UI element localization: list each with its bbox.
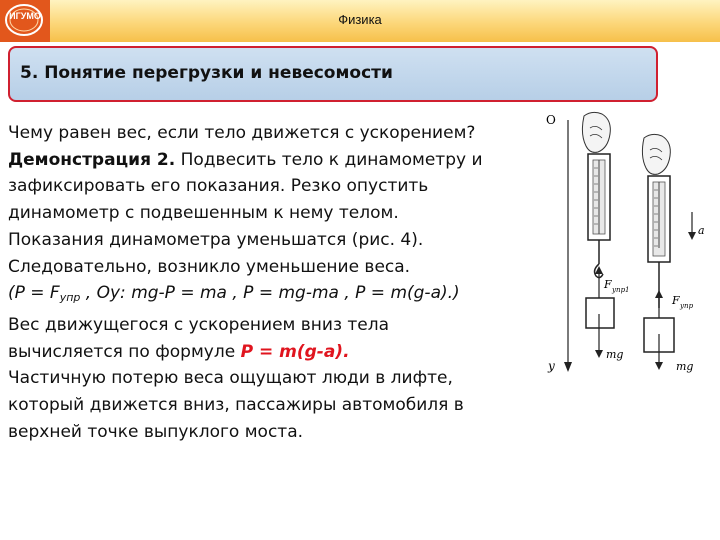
force-arrow-2-head-icon — [655, 290, 663, 298]
header-bar — [0, 0, 720, 42]
subject-title: Физика — [338, 12, 382, 27]
body-line: Частичную потерю веса ощущают люди в лифте, — [8, 368, 453, 389]
formula-part: , Oy: mg-P = ma , P = mg-ma , P = m(g-a).) — [80, 283, 460, 304]
accel-arrow-head-icon — [688, 232, 696, 240]
left-hand-icon — [582, 112, 610, 152]
weight1-label: mg — [606, 348, 624, 361]
body-line: Показания динамометра уменьшатся (рис. 4). — [8, 229, 424, 250]
body-block-left — [586, 298, 614, 328]
formula-part: (P = F — [8, 283, 60, 304]
force1-sub: упр1 — [612, 286, 630, 294]
dynamometer-figure — [540, 108, 715, 378]
weight-arrow-2-head-icon — [655, 362, 663, 370]
formula-subscript: упр — [59, 291, 81, 305]
force2-label: F — [672, 294, 680, 307]
body-line: который движется вниз, пассажиры автомобиля в — [8, 395, 464, 416]
logo-text: ИГУМО — [9, 11, 41, 21]
body-line-text: вычисляется по формуле — [8, 341, 241, 362]
body-line: динамометр с подвешенным к нему телом. — [8, 203, 399, 224]
weight2-label: mg — [676, 360, 694, 373]
body-line: Следовательно, возникло уменьшение веса. — [8, 256, 411, 277]
dynamometer-left — [588, 154, 610, 278]
axis-arrow-icon — [564, 362, 572, 372]
slide-title: 5. Понятие перегрузки и невесомости — [20, 63, 393, 83]
dynamometer-right — [648, 176, 670, 308]
formula-line — [8, 280, 548, 312]
force2-sub: упр — [680, 302, 694, 310]
accel-label: a — [698, 224, 705, 237]
body-line — [8, 339, 548, 366]
body-line: Вес движущегося с ускорением вниз тела — [8, 314, 390, 335]
body-text — [8, 120, 548, 445]
body-line — [8, 147, 548, 174]
body-line: Чему равен вес, если тело движется с ускорением? — [8, 123, 476, 143]
axis-label: y — [548, 359, 555, 373]
force1-label: F — [604, 278, 612, 291]
demo-label: Демонстрация 2. — [8, 149, 176, 170]
body-line: зафиксировать его показания. Резко опустить — [8, 176, 429, 197]
body-line-rest: Подвесить тело к динамометру и — [175, 149, 483, 170]
highlight-formula: P = m(g-a). — [240, 341, 350, 362]
right-hand-icon — [642, 134, 670, 174]
origin-label: O — [546, 113, 556, 127]
weight-arrow-1-head-icon — [595, 350, 603, 358]
body-line: верхней точке выпуклого моста. — [8, 421, 304, 442]
slide-title-box — [8, 46, 658, 102]
